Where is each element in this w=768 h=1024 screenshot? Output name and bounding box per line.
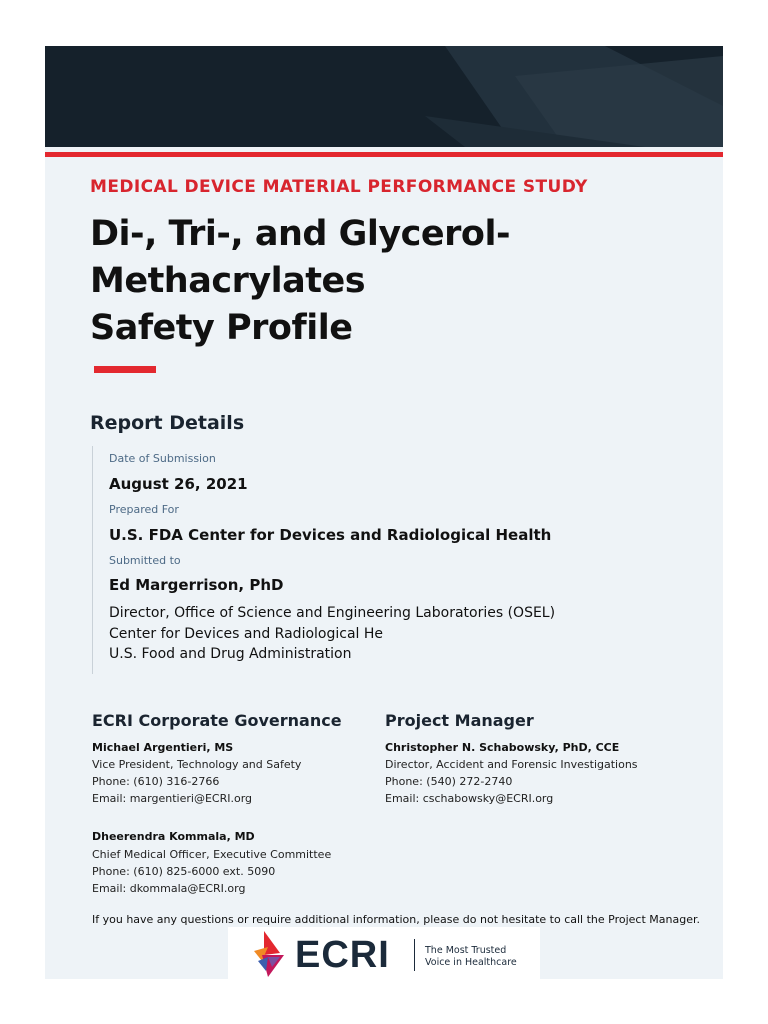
date-value: August 26, 2021: [109, 475, 248, 493]
contact-phone: Phone: (610) 825-6000 ext. 5090: [92, 865, 276, 878]
footer-note: If you have any questions or require additional information, please do not hesitate to call the Project Manager.: [92, 913, 700, 926]
report-details-heading: Report Details: [90, 412, 245, 434]
title-line: Di-, Tri-, and Glycerol-: [90, 214, 510, 254]
header-banner: [45, 46, 723, 147]
page-title: [90, 211, 510, 352]
contact-email[interactable]: Email: cschabowsky@ECRI.org: [385, 792, 554, 805]
kicker-text: MEDICAL DEVICE MATERIAL PERFORMANCE STUDY: [90, 177, 588, 197]
ecri-flame-icon: [250, 931, 290, 977]
tagline-line: Voice in Healthcare: [425, 957, 517, 968]
red-rule: [45, 152, 723, 157]
logo-wordmark: ECRI: [295, 934, 390, 976]
title-line: Methacrylates: [90, 261, 366, 301]
logo-divider: [414, 939, 415, 971]
submitted-line: Director, Office of Science and Engineering Laboratories (OSEL): [109, 605, 556, 621]
contact-phone: Phone: (540) 272-2740: [385, 775, 513, 788]
submitted-label: Submitted to: [109, 554, 181, 567]
contact-name: Dheerendra Kommala, MD: [92, 830, 255, 843]
title-line: Safety Profile: [90, 308, 353, 348]
ecri-logo: [228, 927, 540, 979]
contact-title: Vice President, Technology and Safety: [92, 758, 302, 771]
contact-email[interactable]: Email: margentieri@ECRI.org: [92, 792, 252, 805]
prepared-value: U.S. FDA Center for Devices and Radiological Health: [109, 526, 552, 544]
logo-tagline: [425, 945, 517, 969]
date-label: Date of Submission: [109, 452, 216, 465]
submitted-line: Center for Devices and Radiological He: [109, 626, 384, 642]
contact-name: Michael Argentieri, MS: [92, 741, 234, 754]
contact-title: Director, Accident and Forensic Investigations: [385, 758, 638, 771]
submitted-line: U.S. Food and Drug Administration: [109, 646, 352, 662]
project-manager-heading: Project Manager: [385, 711, 534, 730]
report-details-block: [92, 446, 669, 674]
governance-heading: ECRI Corporate Governance: [92, 711, 342, 730]
contact-phone: Phone: (610) 316-2766: [92, 775, 220, 788]
cover-page: [45, 46, 723, 979]
contact-email[interactable]: Email: dkommala@ECRI.org: [92, 882, 246, 895]
prepared-label: Prepared For: [109, 503, 179, 516]
tagline-line: The Most Trusted: [425, 945, 507, 956]
title-accent-bar: [94, 366, 156, 373]
submitted-value: Ed Margerrison, PhD: [109, 576, 284, 594]
contact-name: Christopher N. Schabowsky, PhD, CCE: [385, 741, 620, 754]
contact-title: Chief Medical Officer, Executive Committee: [92, 848, 332, 861]
